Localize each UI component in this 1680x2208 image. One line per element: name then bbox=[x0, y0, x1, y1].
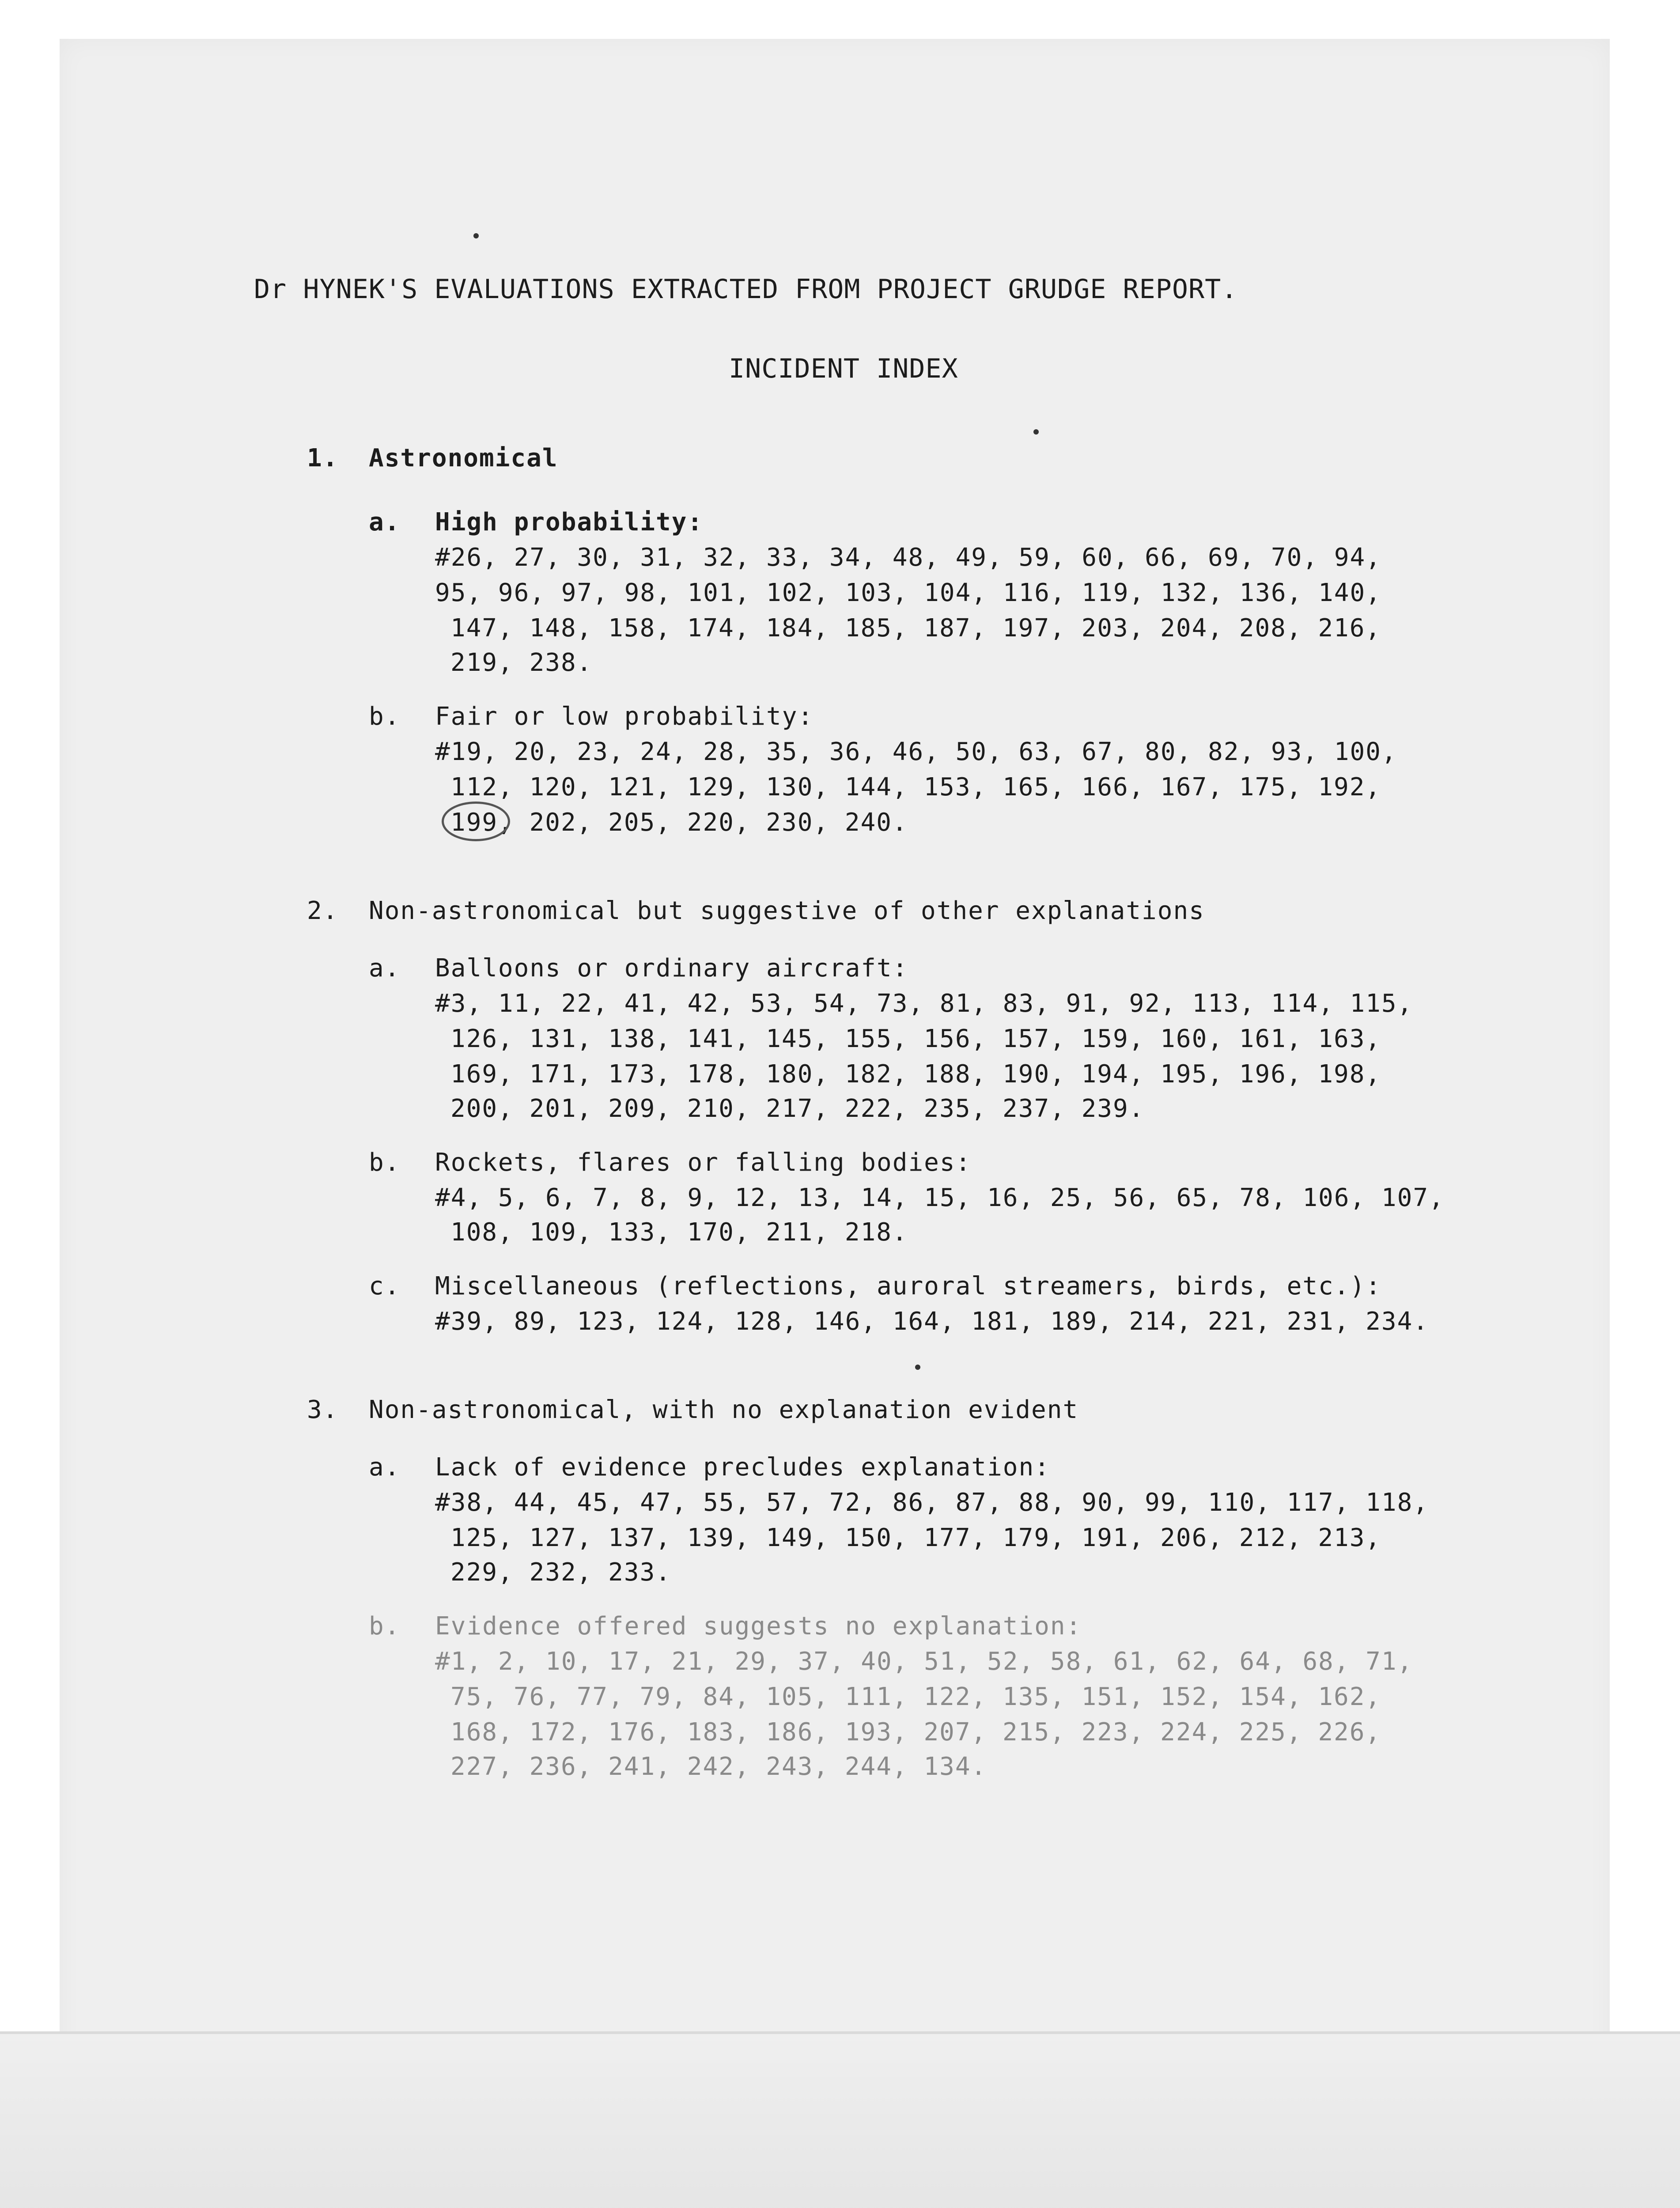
sub-letter: a. bbox=[369, 508, 401, 537]
incident-numbers-line: #3, 11, 22, 41, 42, 53, 54, 73, 81, 83, 91, 92, 113, 114, 115, bbox=[435, 989, 1413, 1018]
incident-numbers-line: #39, 89, 123, 124, 128, 146, 164, 181, 189, 214, 221, 231, 234. bbox=[435, 1307, 1429, 1336]
incident-numbers-line: 227, 236, 241, 242, 243, 244, 134. bbox=[450, 1752, 987, 1781]
ink-speck bbox=[1033, 429, 1039, 435]
incident-numbers-line: 112, 120, 121, 129, 130, 144, 153, 165, 166, 167, 175, 192, bbox=[450, 773, 1381, 802]
incident-numbers-line: #19, 20, 23, 24, 28, 35, 36, 46, 50, 63, 67, 80, 82, 93, 100, bbox=[435, 737, 1397, 766]
scan-bottom-strip bbox=[0, 2031, 1680, 2208]
sub-title-high-probability: High probability: bbox=[435, 508, 704, 537]
incident-numbers-line: 125, 127, 137, 139, 149, 150, 177, 179, 191, 206, 212, 213, bbox=[450, 1524, 1381, 1552]
incident-numbers-line: 126, 131, 138, 141, 145, 155, 156, 157, 159, 160, 161, 163, bbox=[450, 1025, 1381, 1053]
incident-numbers-line: 219, 238. bbox=[450, 648, 593, 677]
incident-numbers-line: 168, 172, 176, 183, 186, 193, 207, 215, 223, 224, 225, 226, bbox=[450, 1718, 1381, 1747]
document-title: Dr HYNEK'S EVALUATIONS EXTRACTED FROM PROJECT GRUDGE REPORT. bbox=[254, 274, 1238, 305]
incident-numbers-line: 147, 148, 158, 174, 184, 185, 187, 197, 203, 204, 208, 216, bbox=[450, 614, 1381, 643]
handwritten-circle-mark bbox=[442, 802, 510, 841]
sub-letter: b. bbox=[369, 1148, 401, 1177]
sub-letter: c. bbox=[369, 1272, 401, 1301]
sub-title-rockets-flares: Rockets, flares or falling bodies: bbox=[435, 1148, 972, 1177]
incident-numbers-line: 199, 202, 205, 220, 230, 240. bbox=[450, 808, 908, 837]
sub-letter: a. bbox=[369, 1453, 401, 1482]
incident-numbers-line: 108, 109, 133, 170, 211, 218. bbox=[450, 1218, 908, 1247]
section-number: 2. bbox=[307, 896, 339, 925]
section-title-no-explanation: Non-astronomical, with no explanation evident bbox=[369, 1395, 1079, 1424]
incident-numbers-line: 169, 171, 173, 178, 180, 182, 188, 190, 194, 195, 196, 198, bbox=[450, 1060, 1381, 1089]
sub-title-evidence-offered: Evidence offered suggests no explanation: bbox=[435, 1612, 1082, 1641]
ink-speck bbox=[473, 233, 479, 238]
incident-numbers-line: 95, 96, 97, 98, 101, 102, 103, 104, 116, 119, 132, 136, 140, bbox=[435, 578, 1381, 607]
section-title-astronomical: Astronomical bbox=[369, 444, 558, 473]
incident-numbers-line: 229, 232, 233. bbox=[450, 1558, 672, 1587]
document-subtitle: INCIDENT INDEX bbox=[729, 353, 958, 384]
incident-numbers-line: #1, 2, 10, 17, 21, 29, 37, 40, 51, 52, 58, 61, 62, 64, 68, 71, bbox=[435, 1647, 1413, 1676]
incident-numbers-line: #4, 5, 6, 7, 8, 9, 12, 13, 14, 15, 16, 25, 56, 65, 78, 106, 107, bbox=[435, 1183, 1445, 1212]
sub-title-fair-probability: Fair or low probability: bbox=[435, 702, 814, 731]
section-number: 3. bbox=[307, 1395, 339, 1424]
incident-numbers-line: 200, 201, 209, 210, 217, 222, 235, 237, 239. bbox=[450, 1094, 1145, 1123]
sub-letter: b. bbox=[369, 702, 401, 731]
section-title-non-astronomical-suggestive: Non-astronomical but suggestive of other explanations bbox=[369, 896, 1205, 925]
ink-speck bbox=[915, 1365, 920, 1370]
sub-title-lack-of-evidence: Lack of evidence precludes explanation: bbox=[435, 1453, 1050, 1482]
sub-title-balloons-aircraft: Balloons or ordinary aircraft: bbox=[435, 954, 908, 983]
incident-numbers-line: 75, 76, 77, 79, 84, 105, 111, 122, 135, 151, 152, 154, 162, bbox=[450, 1682, 1381, 1711]
sub-letter: a. bbox=[369, 954, 401, 983]
incident-numbers-line: #26, 27, 30, 31, 32, 33, 34, 48, 49, 59, 60, 66, 69, 70, 94, bbox=[435, 543, 1381, 572]
sub-title-miscellaneous: Miscellaneous (reflections, auroral streamers, birds, etc.): bbox=[435, 1272, 1381, 1301]
incident-numbers-line: #38, 44, 45, 47, 55, 57, 72, 86, 87, 88, 90, 99, 110, 117, 118, bbox=[435, 1488, 1429, 1517]
section-number: 1. bbox=[307, 444, 339, 473]
sub-letter: b. bbox=[369, 1612, 401, 1641]
